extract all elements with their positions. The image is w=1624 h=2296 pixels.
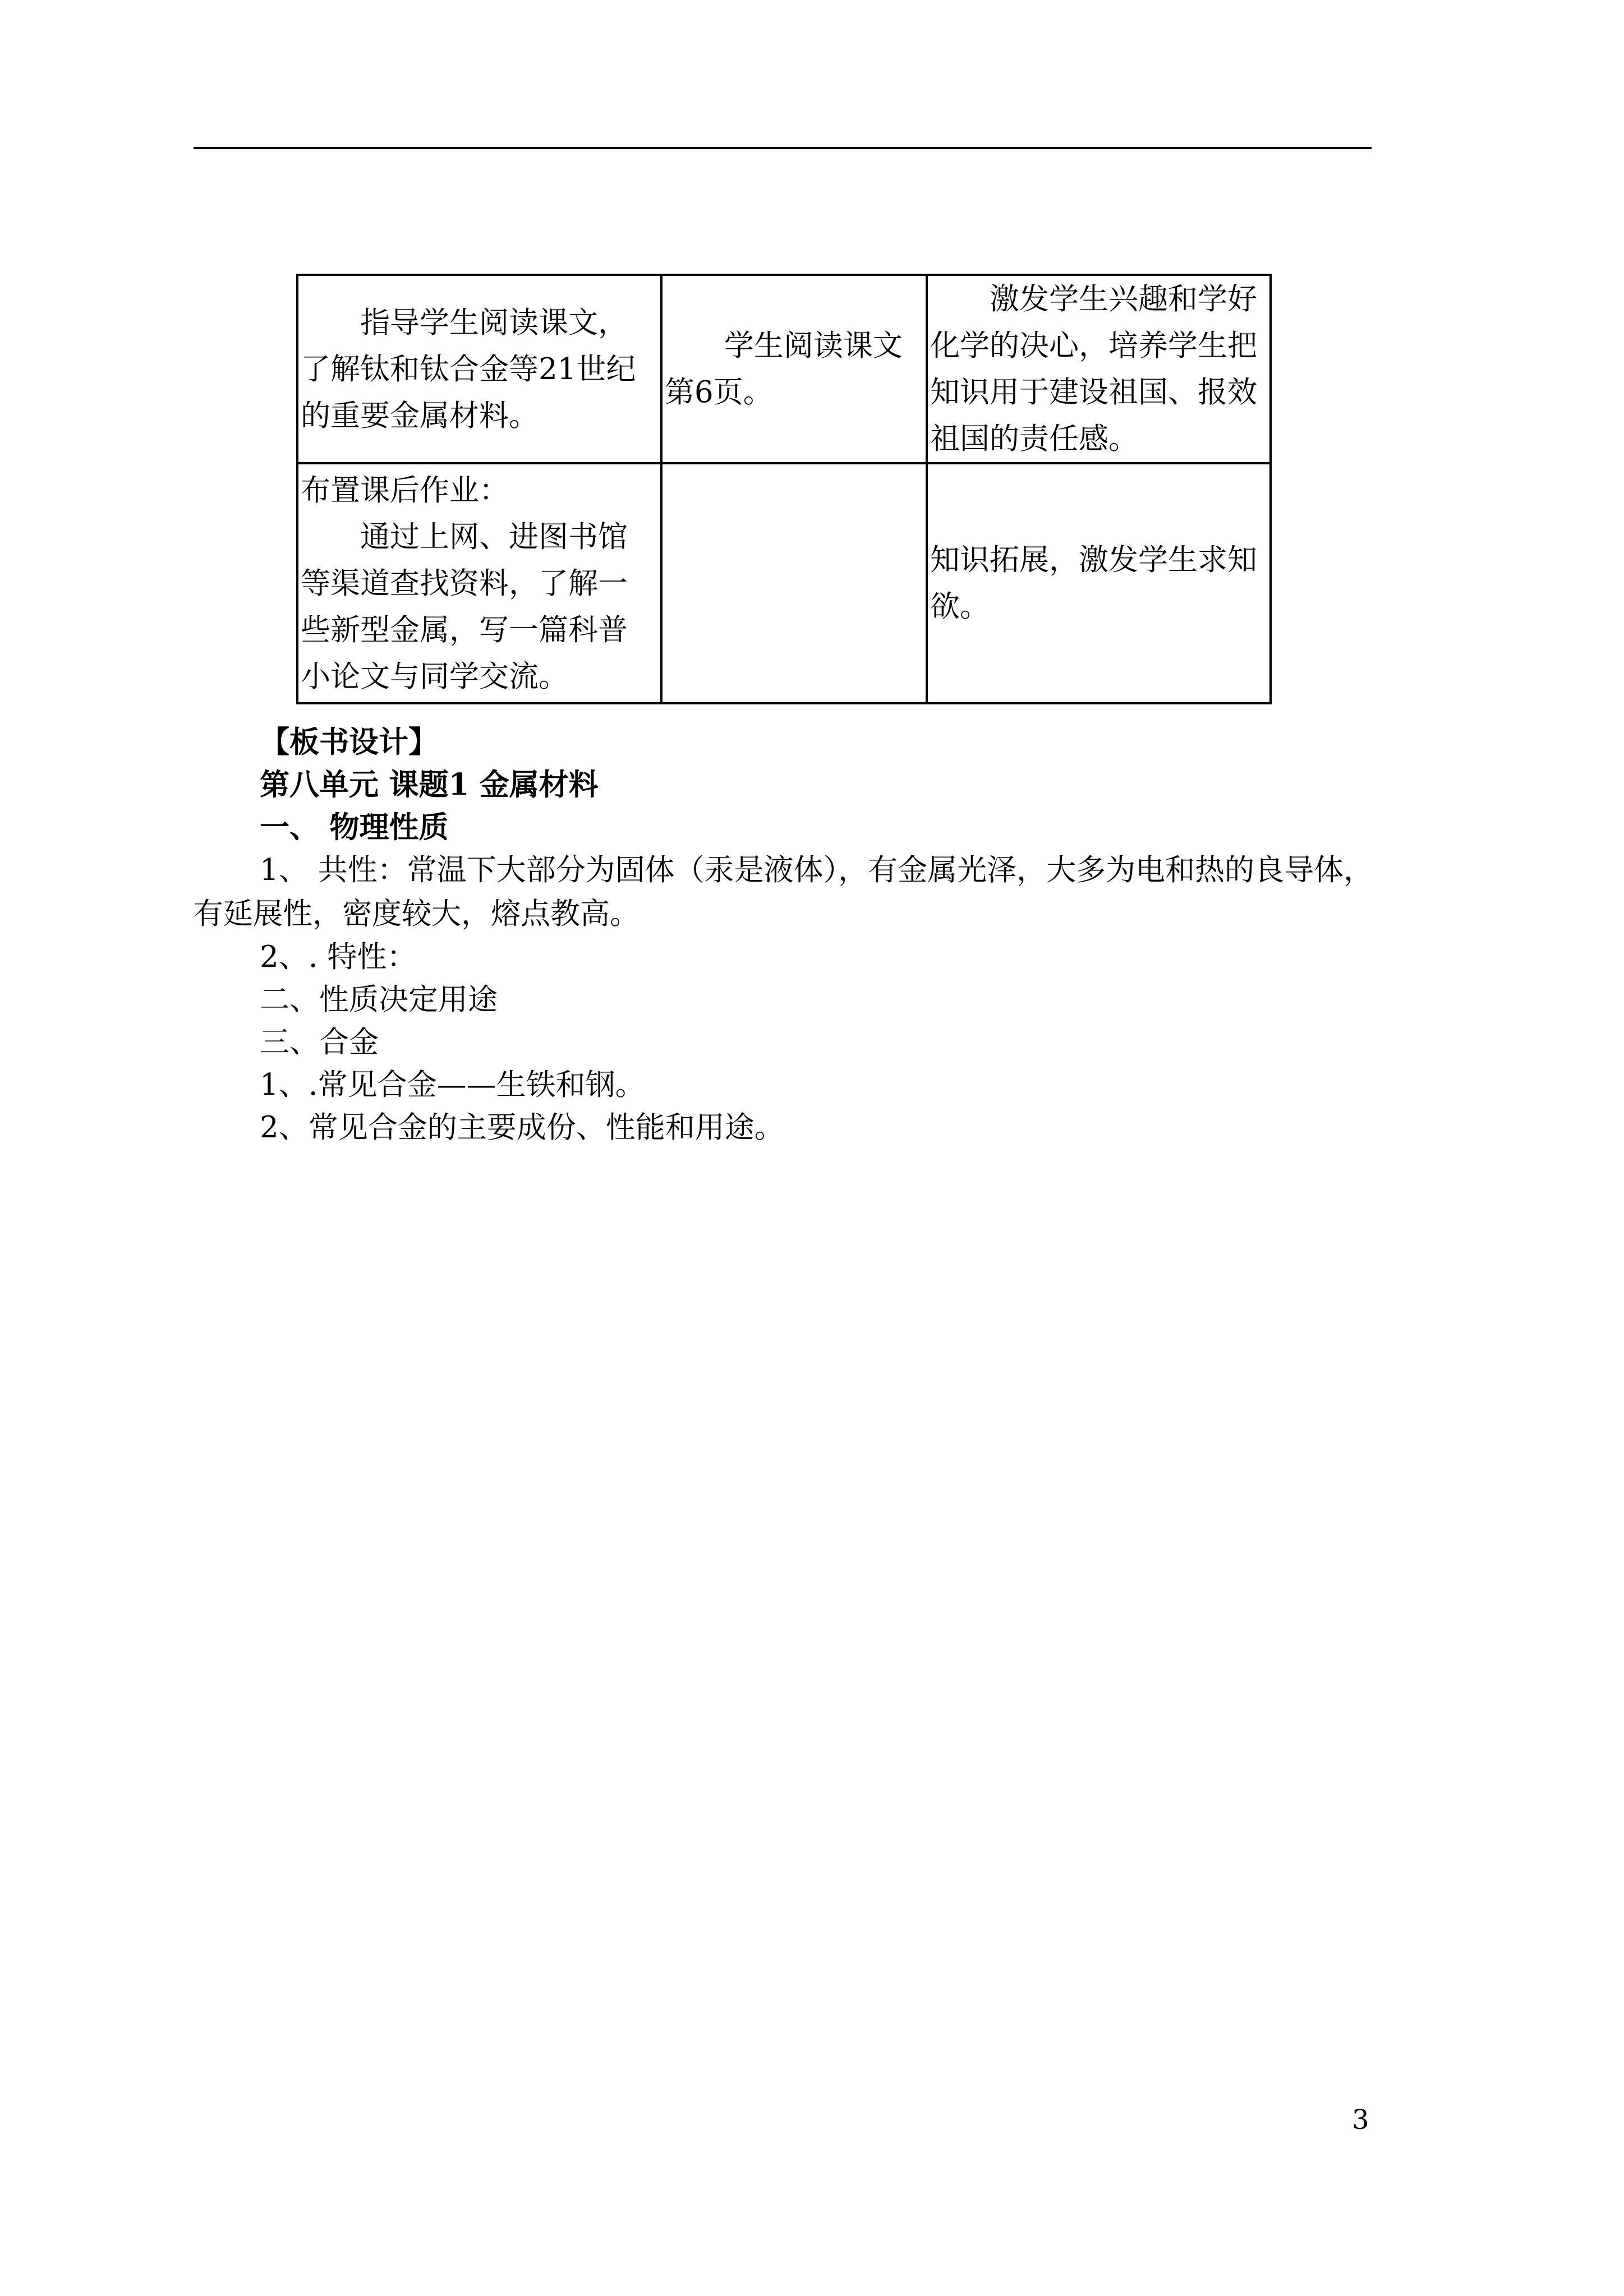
lesson-table	[296, 274, 1272, 704]
teacher-activity-text: 通过上网、进图书馆等渠道查找资料，了解一些新型金属，写一篇科普小论文与同学交流。	[301, 519, 628, 694]
design-intent-cell	[927, 275, 1271, 463]
board-design	[194, 721, 1383, 1149]
design-intent-text: 激发学生兴趣和学好化学的决心，培养学生把知识用于建设祖国、报效祖国的责任感。	[930, 282, 1257, 456]
student-activity-text: 学生阅读课文第6页。	[665, 329, 903, 409]
header-rule	[194, 147, 1372, 149]
student-activity-cell	[661, 463, 927, 703]
teacher-activity-text: 指导学生阅读课文，了解钛和钛合金等21世纪的重要金属材料。	[301, 305, 636, 433]
list-item: 1、.常见合金——生铁和钢。	[260, 1068, 645, 1102]
design-intent-cell	[927, 463, 1271, 703]
section-heading: 二、性质决定用途	[260, 983, 498, 1017]
teacher-activity-cell	[297, 275, 661, 463]
teacher-activity-cell	[297, 463, 661, 703]
list-item: 2、常见合金的主要成份、性能和用途。	[260, 1110, 784, 1145]
section-heading: 一、 物理性质	[260, 810, 449, 845]
homework-heading: 布置课后作业：	[301, 473, 509, 508]
section-heading: 三、合金	[260, 1025, 379, 1059]
design-intent-text: 知识拓展，激发学生求知欲。	[930, 543, 1257, 624]
list-item: 1、 共性：常温下大部分为固体（汞是液体），有金属光泽，大多为电和热的良导体，有延展性，密度较大，熔点教高。	[194, 853, 1374, 931]
list-item: 2、. 特性：	[260, 940, 417, 974]
board-design-heading: 【板书设计】	[260, 725, 438, 759]
table-row	[297, 463, 1271, 703]
table-row	[297, 275, 1271, 463]
page-number: 3	[1352, 2104, 1369, 2136]
student-activity-cell	[661, 275, 927, 463]
lesson-title: 第八单元 课题1 金属材料	[260, 767, 599, 802]
